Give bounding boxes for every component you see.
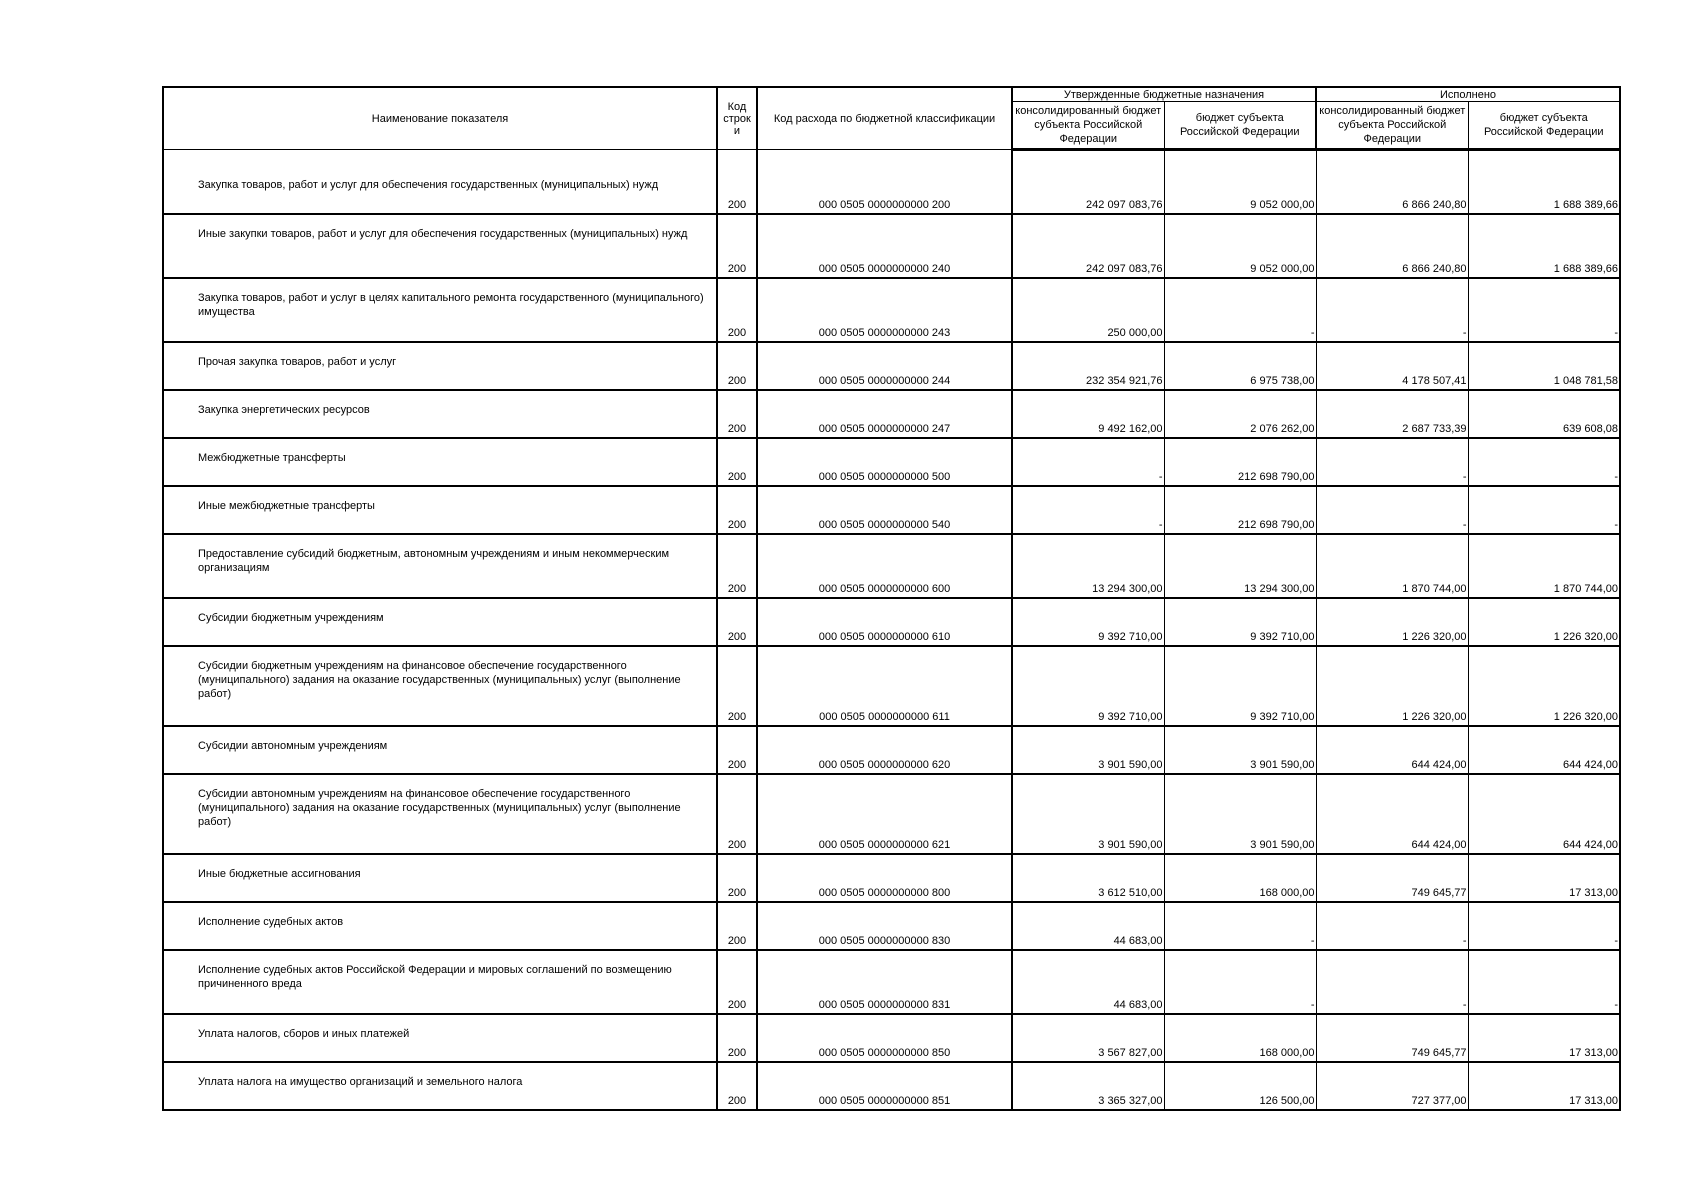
expense-code-cell: 000 0505 0000000000 600 [757, 534, 1012, 598]
indicator-name-cell: Иные межбюджетные трансферты [163, 486, 717, 534]
indicator-name-cell: Иные бюджетные ассигнования [163, 854, 717, 902]
executed-subject-cell: 1 688 389,66 [1468, 150, 1620, 214]
table-row [163, 726, 1620, 774]
executed-consolidated-cell: 1 226 320,00 [1316, 646, 1468, 726]
approved-subject-cell: 13 294 300,00 [1164, 534, 1316, 598]
expense-code-cell: 000 0505 0000000000 243 [757, 278, 1012, 342]
table-row [163, 950, 1620, 1014]
line-code-cell: 200 [717, 1062, 757, 1110]
approved-subject-cell: 9 392 710,00 [1164, 646, 1316, 726]
indicator-name-cell: Субсидии бюджетным учреждениям на финансовое обеспечение государственного (муниципального) задания на оказание государственных (муниципальных) услуг (выполнение работ) [163, 646, 717, 726]
approved-subject-cell: 9 052 000,00 [1164, 150, 1316, 214]
executed-subject-cell: 644 424,00 [1468, 726, 1620, 774]
approved-consolidated-cell: 9 392 710,00 [1012, 646, 1164, 726]
executed-consolidated-cell: - [1316, 950, 1468, 1014]
budget-execution-table [162, 86, 1621, 1111]
indicator-name-cell: Прочая закупка товаров, работ и услуг [163, 342, 717, 390]
indicator-name-cell: Закупка энергетических ресурсов [163, 390, 717, 438]
expense-code-cell: 000 0505 0000000000 540 [757, 486, 1012, 534]
executed-subject-cell: 1 048 781,58 [1468, 342, 1620, 390]
table-row [163, 1062, 1620, 1110]
line-code-cell: 200 [717, 902, 757, 950]
table-row [163, 150, 1620, 214]
expense-code-cell: 000 0505 0000000000 851 [757, 1062, 1012, 1110]
executed-subject-cell: - [1468, 438, 1620, 486]
approved-subject-cell: 168 000,00 [1164, 854, 1316, 902]
executed-consolidated-cell: 727 377,00 [1316, 1062, 1468, 1110]
expense-code-cell: 000 0505 0000000000 500 [757, 438, 1012, 486]
table-row [163, 390, 1620, 438]
executed-subject-cell: - [1468, 486, 1620, 534]
executed-consolidated-cell: 6 866 240,80 [1316, 214, 1468, 278]
executed-subject-cell: 1 226 320,00 [1468, 646, 1620, 726]
table-row [163, 1014, 1620, 1062]
header-name: Наименование показателя [163, 87, 717, 150]
approved-subject-cell: - [1164, 278, 1316, 342]
table-row [163, 902, 1620, 950]
indicator-name-cell: Исполнение судебных актов Российской Федерации и мировых соглашений по возмещению причиненного вреда [163, 950, 717, 1014]
expense-code-cell: 000 0505 0000000000 620 [757, 726, 1012, 774]
indicator-name-cell: Закупка товаров, работ и услуг для обеспечения государственных (муниципальных) нужд [163, 150, 717, 214]
approved-subject-cell: 168 000,00 [1164, 1014, 1316, 1062]
executed-consolidated-cell: 749 645,77 [1316, 1014, 1468, 1062]
line-code-cell: 200 [717, 646, 757, 726]
approved-consolidated-cell: - [1012, 486, 1164, 534]
executed-subject-cell: 17 313,00 [1468, 854, 1620, 902]
executed-subject-cell: 1 226 320,00 [1468, 598, 1620, 646]
executed-consolidated-cell: - [1316, 902, 1468, 950]
header-approved-subject: бюджет субъекта Российской Федерации [1164, 102, 1316, 150]
line-code-cell: 200 [717, 438, 757, 486]
approved-subject-cell: 3 901 590,00 [1164, 726, 1316, 774]
line-code-cell: 200 [717, 486, 757, 534]
expense-code-cell: 000 0505 0000000000 247 [757, 390, 1012, 438]
table-row [163, 342, 1620, 390]
approved-subject-cell: 9 392 710,00 [1164, 598, 1316, 646]
line-code-cell: 200 [717, 854, 757, 902]
line-code-cell: 200 [717, 1014, 757, 1062]
indicator-name-cell: Закупка товаров, работ и услуг в целях капитального ремонта государственного (муниципального) имущества [163, 278, 717, 342]
table-row [163, 278, 1620, 342]
table-body [163, 150, 1620, 1110]
approved-consolidated-cell: 9 492 162,00 [1012, 390, 1164, 438]
executed-subject-cell: - [1468, 278, 1620, 342]
line-code-cell: 200 [717, 214, 757, 278]
executed-consolidated-cell: 1 226 320,00 [1316, 598, 1468, 646]
expense-code-cell: 000 0505 0000000000 831 [757, 950, 1012, 1014]
approved-consolidated-cell: 13 294 300,00 [1012, 534, 1164, 598]
executed-subject-cell: 644 424,00 [1468, 774, 1620, 854]
header-executed-group: Исполнено [1316, 87, 1620, 102]
indicator-name-cell: Исполнение судебных актов [163, 902, 717, 950]
approved-consolidated-cell: 3 612 510,00 [1012, 854, 1164, 902]
line-code-cell: 200 [717, 342, 757, 390]
table-header [163, 87, 1620, 150]
approved-consolidated-cell: 242 097 083,76 [1012, 214, 1164, 278]
approved-consolidated-cell: 242 097 083,76 [1012, 150, 1164, 214]
header-expense-code: Код расхода по бюджетной классификации [757, 87, 1012, 150]
approved-consolidated-cell: 250 000,00 [1012, 278, 1164, 342]
approved-subject-cell: 2 076 262,00 [1164, 390, 1316, 438]
executed-subject-cell: 1 870 744,00 [1468, 534, 1620, 598]
executed-consolidated-cell: - [1316, 438, 1468, 486]
approved-subject-cell: 212 698 790,00 [1164, 486, 1316, 534]
indicator-name-cell: Уплата налога на имущество организаций и земельного налога [163, 1062, 717, 1110]
executed-consolidated-cell: - [1316, 486, 1468, 534]
indicator-name-cell: Субсидии автономным учреждениям на финансовое обеспечение государственного (муниципального) задания на оказание государственных (муниципальных) услуг (выполнение работ) [163, 774, 717, 854]
approved-consolidated-cell: 3 567 827,00 [1012, 1014, 1164, 1062]
line-code-cell: 200 [717, 150, 757, 214]
indicator-name-cell: Субсидии автономным учреждениям [163, 726, 717, 774]
approved-consolidated-cell: 9 392 710,00 [1012, 598, 1164, 646]
expense-code-cell: 000 0505 0000000000 244 [757, 342, 1012, 390]
approved-subject-cell: 212 698 790,00 [1164, 438, 1316, 486]
table-row [163, 646, 1620, 726]
approved-consolidated-cell: 232 354 921,76 [1012, 342, 1164, 390]
line-code-cell: 200 [717, 534, 757, 598]
table-row [163, 598, 1620, 646]
executed-subject-cell: 17 313,00 [1468, 1014, 1620, 1062]
executed-consolidated-cell: - [1316, 278, 1468, 342]
approved-subject-cell: 126 500,00 [1164, 1062, 1316, 1110]
line-code-cell: 200 [717, 774, 757, 854]
executed-consolidated-cell: 1 870 744,00 [1316, 534, 1468, 598]
header-approved-group: Утвержденные бюджетные назначения [1012, 87, 1316, 102]
line-code-cell: 200 [717, 726, 757, 774]
table-row [163, 486, 1620, 534]
executed-subject-cell: 639 608,08 [1468, 390, 1620, 438]
approved-consolidated-cell: 3 901 590,00 [1012, 774, 1164, 854]
indicator-name-cell: Межбюджетные трансферты [163, 438, 717, 486]
indicator-name-cell: Субсидии бюджетным учреждениям [163, 598, 717, 646]
executed-consolidated-cell: 6 866 240,80 [1316, 150, 1468, 214]
executed-subject-cell: - [1468, 950, 1620, 1014]
executed-consolidated-cell: 4 178 507,41 [1316, 342, 1468, 390]
approved-consolidated-cell: 3 901 590,00 [1012, 726, 1164, 774]
header-executed-subject: бюджет субъекта Российской Федерации [1468, 102, 1620, 150]
header-line-code: Код строк и [717, 87, 757, 150]
executed-subject-cell: - [1468, 902, 1620, 950]
approved-consolidated-cell: 44 683,00 [1012, 950, 1164, 1014]
executed-consolidated-cell: 644 424,00 [1316, 774, 1468, 854]
expense-code-cell: 000 0505 0000000000 830 [757, 902, 1012, 950]
executed-subject-cell: 1 688 389,66 [1468, 214, 1620, 278]
approved-subject-cell: 3 901 590,00 [1164, 774, 1316, 854]
table-row [163, 438, 1620, 486]
executed-consolidated-cell: 2 687 733,39 [1316, 390, 1468, 438]
approved-subject-cell: - [1164, 950, 1316, 1014]
executed-consolidated-cell: 749 645,77 [1316, 854, 1468, 902]
table-row [163, 534, 1620, 598]
approved-consolidated-cell: 3 365 327,00 [1012, 1062, 1164, 1110]
table-row [163, 854, 1620, 902]
approved-consolidated-cell: - [1012, 438, 1164, 486]
indicator-name-cell: Предоставление субсидий бюджетным, автономным учреждениям и иным некоммерческим организациям [163, 534, 717, 598]
executed-consolidated-cell: 644 424,00 [1316, 726, 1468, 774]
line-code-cell: 200 [717, 278, 757, 342]
expense-code-cell: 000 0505 0000000000 611 [757, 646, 1012, 726]
approved-subject-cell: 6 975 738,00 [1164, 342, 1316, 390]
expense-code-cell: 000 0505 0000000000 610 [757, 598, 1012, 646]
executed-subject-cell: 17 313,00 [1468, 1062, 1620, 1110]
approved-subject-cell: 9 052 000,00 [1164, 214, 1316, 278]
expense-code-cell: 000 0505 0000000000 621 [757, 774, 1012, 854]
expense-code-cell: 000 0505 0000000000 800 [757, 854, 1012, 902]
approved-subject-cell: - [1164, 902, 1316, 950]
header-executed-consolidated: консолидированный бюджет субъекта Российской Федерации [1316, 102, 1468, 150]
indicator-name-cell: Уплата налогов, сборов и иных платежей [163, 1014, 717, 1062]
line-code-cell: 200 [717, 390, 757, 438]
line-code-cell: 200 [717, 598, 757, 646]
indicator-name-cell: Иные закупки товаров, работ и услуг для обеспечения государственных (муниципальных) нужд [163, 214, 717, 278]
line-code-cell: 200 [717, 950, 757, 1014]
table-row [163, 774, 1620, 854]
header-approved-consolidated: консолидированный бюджет субъекта Российской Федерации [1012, 102, 1164, 150]
expense-code-cell: 000 0505 0000000000 240 [757, 214, 1012, 278]
expense-code-cell: 000 0505 0000000000 200 [757, 150, 1012, 214]
expense-code-cell: 000 0505 0000000000 850 [757, 1014, 1012, 1062]
approved-consolidated-cell: 44 683,00 [1012, 902, 1164, 950]
table-row [163, 214, 1620, 278]
